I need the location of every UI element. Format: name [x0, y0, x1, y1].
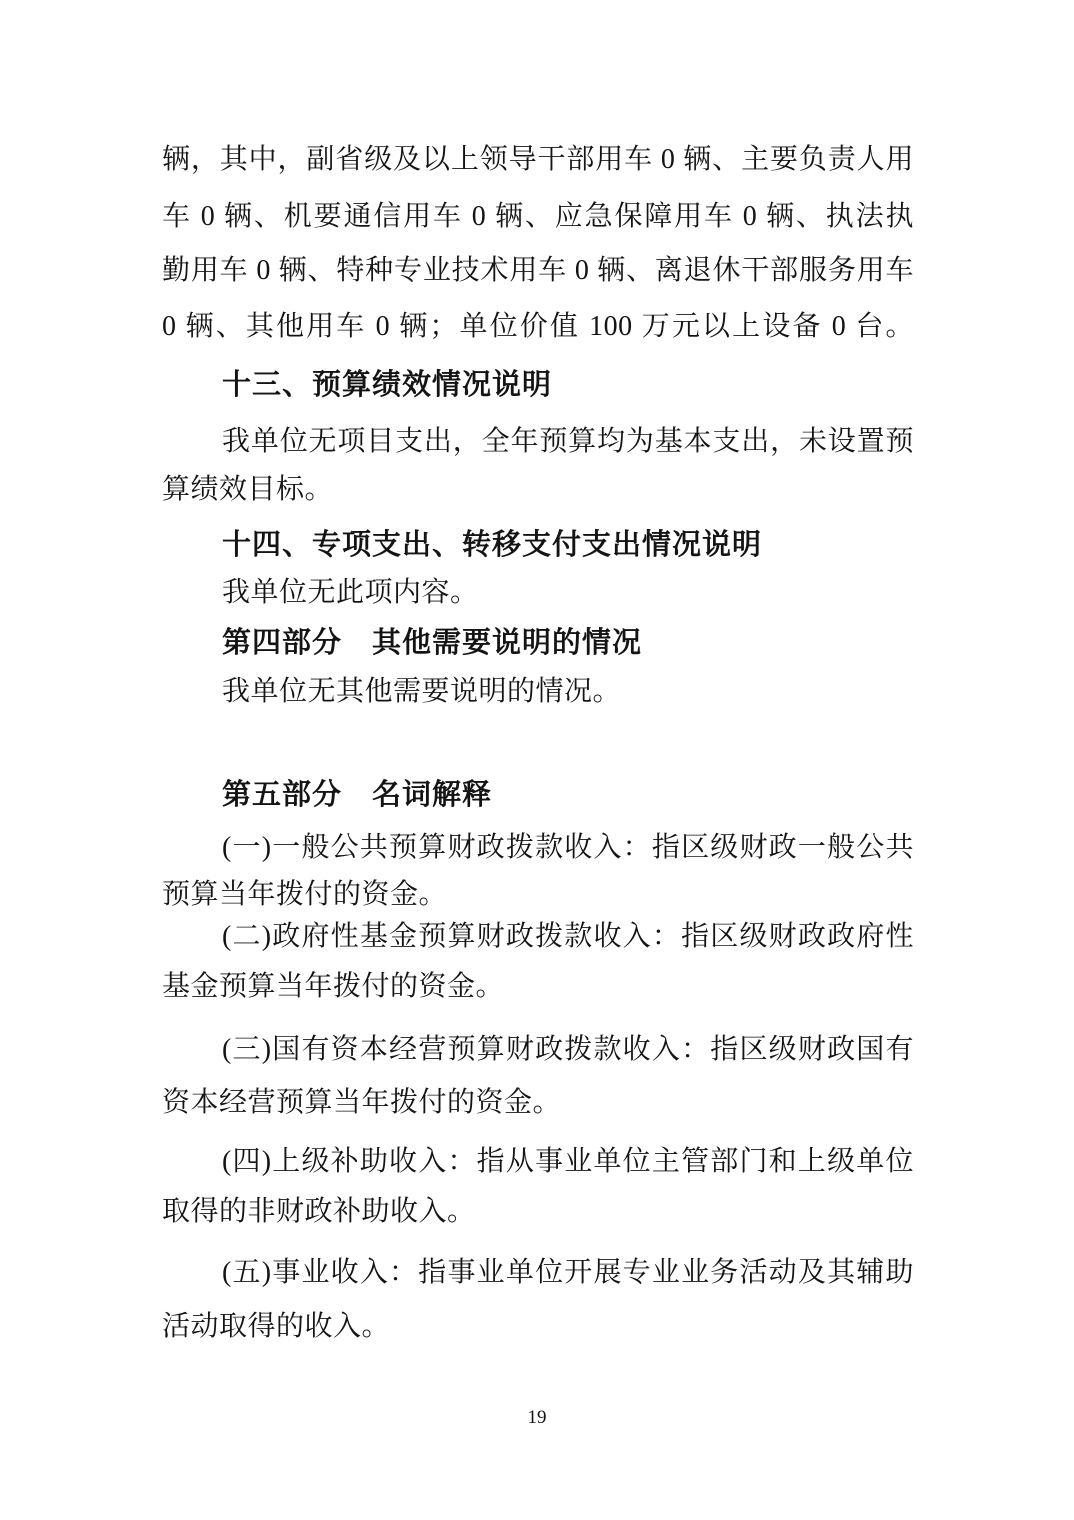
glossary-term-4-line: 取得的非财政补助收入。	[162, 1196, 476, 1227]
glossary-term-3-line: 资本经营预算当年拨付的资金。	[162, 1087, 562, 1118]
glossary-term-5-line: 活动取得的收入。	[162, 1311, 391, 1342]
section-14-heading: 十四、专项支出、转移支付支出情况说明	[222, 529, 763, 561]
vehicles-paragraph-line: 0 辆、其他用车 0 辆；单位价值 100 万元以上设备 0 台。	[162, 311, 914, 342]
glossary-term-1-line: 预算当年拨付的资金。	[162, 879, 448, 910]
glossary-term-4-line: (四)上级补助收入：指从事业单位主管部门和上级单位	[222, 1146, 914, 1177]
glossary-term-3-line: (三)国有资本经营预算财政拨款收入：指区级财政国有	[222, 1034, 914, 1065]
vehicles-paragraph-line: 车 0 辆、机要通信用车 0 辆、应急保障用车 0 辆、执法执	[162, 201, 914, 232]
glossary-term-1-line: (一)一般公共预算财政拨款收入：指区级财政一般公共	[222, 832, 914, 863]
page-number: 19	[527, 1407, 547, 1428]
glossary-term-2-line: 基金预算当年拨付的资金。	[162, 971, 505, 1002]
section-13-body-line: 我单位无项目支出，全年预算均为基本支出，未设置预	[222, 426, 914, 457]
vehicles-paragraph-line: 勤用车 0 辆、特种专业技术用车 0 辆、离退休干部服务用车	[162, 255, 914, 286]
section-13-body-line: 算绩效目标。	[162, 474, 334, 505]
glossary-term-2-line: (二)政府性基金预算财政拨款收入：指区级财政政府性	[222, 921, 914, 952]
section-13-heading: 十三、预算绩效情况说明	[222, 369, 553, 401]
section-14-body-line: 我单位无此项内容。	[222, 577, 479, 608]
part-4-body-line: 我单位无其他需要说明的情况。	[222, 676, 622, 707]
vehicles-paragraph-line: 辆，其中，副省级及以上领导干部用车 0 辆、主要负责人用	[162, 144, 914, 175]
part-4-heading: 第四部分 其他需要说明的情况	[222, 627, 643, 659]
glossary-term-5-line: (五)事业收入：指事业单位开展专业业务活动及其辅助	[222, 1257, 914, 1288]
part-5-heading: 第五部分 名词解释	[222, 779, 493, 811]
